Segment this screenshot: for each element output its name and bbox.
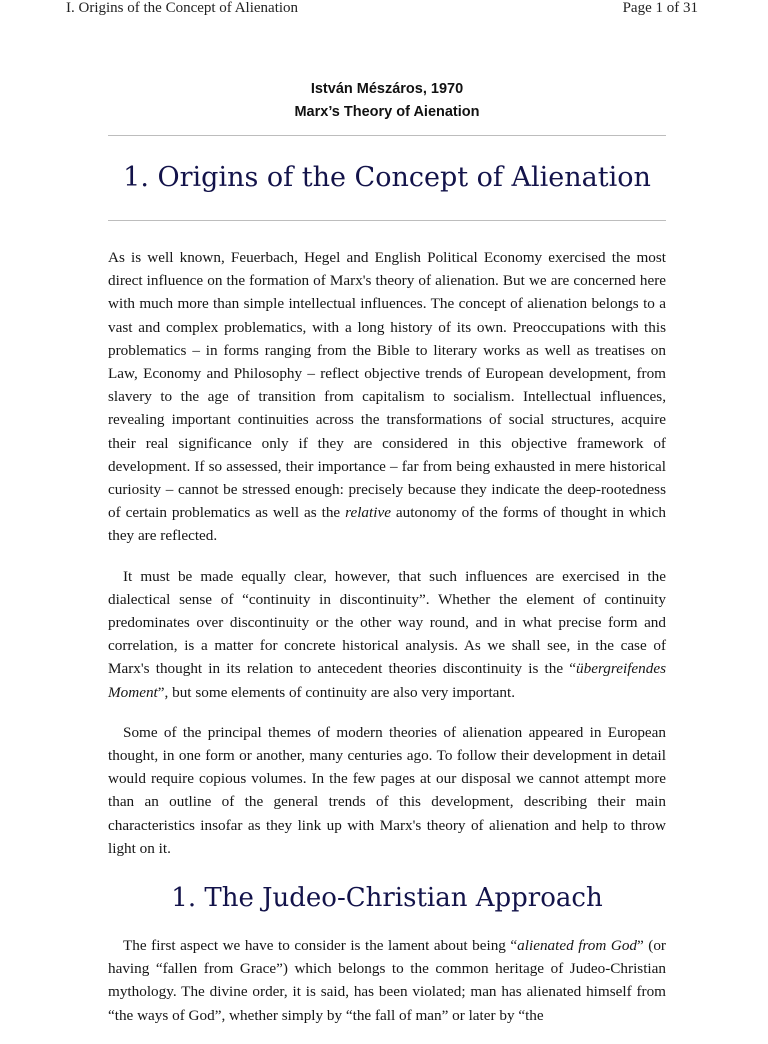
paragraph-3 [108,721,666,860]
book-title: Marx’s Theory of Aienation [294,104,480,120]
running-header [66,0,698,20]
paragraph-1-emphasis: relative [345,504,391,522]
paragraph-1 [108,246,666,548]
divider-bottom [108,220,666,221]
byline [0,78,768,124]
paragraph-2-emphasis: übergreifendes Moment [108,660,666,701]
document-body [108,246,666,1044]
author-year: István Mészáros, 1970 [310,81,464,97]
paragraph-2 [108,565,666,704]
running-header-title: I. Origins of the Concept of Alienation [66,0,299,16]
paragraph-2-text-end: ”, but some elements of continuity are also very important. [157,683,516,701]
paragraph-1-text-end: autonomy of the forms of thought in which they are reflected. [108,504,666,545]
paragraph-4-emphasis: alienated from God [517,937,638,955]
paragraph-4-text: The first aspect we have to consider is the lament about being “ [123,937,518,955]
paragraph-4-text-end: ” (or having “fallen from Grace”) which belongs to the common heritage of Judeo-Christian mythology. The divine order, it is said, has been violated; man has alienated himself from “the ways of God”, whether simply by “the fall of man” or later by “the [108,937,666,1024]
page-indicator: Page 1 of 31 [622,0,698,16]
paragraph-2-text: It must be made equally clear, however, that such influences are exercised in the dialectical sense of “continuity in discontinuity”. Whether the element of continuity predominates over discontinuity or the other way round, and in what precise form and correlation, is a matter for concrete historical analysis. As we shall see, in the case of Marx's thought in its relation to antecedent theories discontinuity is the “ [108,567,666,678]
divider-top [108,135,666,136]
paragraph-3-text: Some of the principal themes of modern theories of alienation appeared in European thought, in one form or another, many centuries ago. To follow their development in detail would require copious volumes. In the few pages at our disposal we cannot attempt more than an outline of the general trends of this development, describing their main characteristics insofar as they link up with Marx's theory of alienation and help to throw light on it. [108,723,666,857]
paragraph-1-text: As is well known, Feuerbach, Hegel and English Political Economy exercised the most direct influence on the formation of Marx's theory of alienation. But we are concerned here with much more than simple intellectual influences. The concept of alienation belongs to a vast and complex problematics, with a long history of its own. Preoccupations with this problematics – in forms ranging from the Bible to literary works as well as treatises on Law, Economy and Philosophy – reflect objective trends of European development, from slavery to the age of transition from capitalism to socialism. Intellectual influences, revealing important continuities across the transformations of social structures, acquire their real significance only if they are considered in this objective framework of development. If so assessed, their importance – far from being exhausted in mere historical curiosity – cannot be stressed enough: precisely because they indicate the deep-rootedness of certain problematics as well as the [108,249,666,522]
chapter-title: 1. Origins of the Concept of Alienation [123,162,651,193]
section-title: 1. The Judeo-Christian Approach [171,883,603,914]
paragraph-4 [108,934,666,1027]
